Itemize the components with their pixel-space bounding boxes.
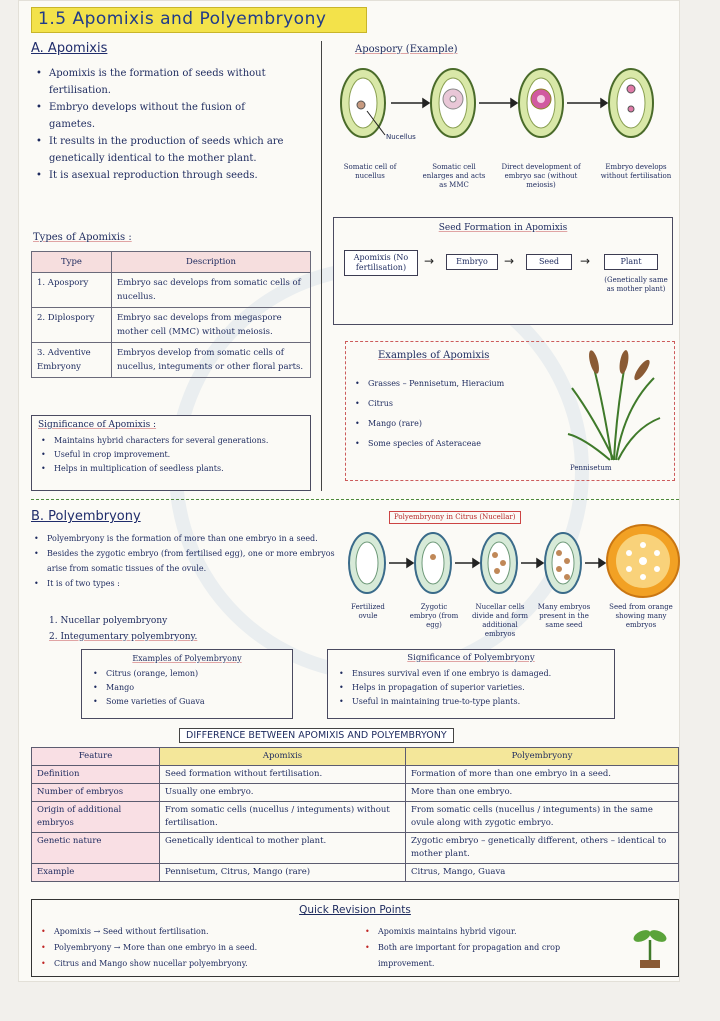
seed-formation-heading: Seed Formation in Apomixis [438, 223, 568, 233]
orange-slice [607, 525, 679, 597]
table-cell: More than one embryo. [406, 784, 679, 802]
examples-apomixis-heading: Examples of Apomixis [378, 350, 490, 361]
table-row [32, 308, 311, 343]
significance-polyembryony-list [336, 667, 606, 709]
list-item: • Polyembryony → More than one embryo in a seed. [38, 940, 348, 956]
table-cell: Seed formation without fertilisation. [160, 766, 406, 784]
types-table [31, 251, 311, 378]
table-cell: 3. Adventive Embryony [32, 343, 112, 378]
significance-heading: Significance of Apomixis : [38, 420, 157, 430]
list-item: • Besides the zygotic embryo (from fertilised egg), one or more embryos arise from somatic tissues of the ovule. [31, 546, 335, 576]
apomixis-bullets [33, 65, 293, 184]
quick-revision-right [362, 924, 602, 972]
page-title: 1.5 Apomixis and Polyembryony [31, 7, 367, 33]
list-item: • Useful in crop improvement. [38, 448, 304, 462]
significance-apomixis-box [31, 415, 311, 491]
ovule-stage-4 [609, 69, 653, 137]
list-item: • Ensures survival even if one embryo is damaged. [336, 667, 606, 681]
table-header: Description [112, 252, 311, 273]
table-header: Type [32, 252, 112, 273]
table-cell: Embryos develop from somatic cells of nucellus, integuments or other floral parts. [112, 343, 311, 378]
flow-step-seed: Seed [526, 254, 572, 270]
table-header: Apomixis [160, 748, 406, 766]
column-divider [321, 41, 322, 491]
table-row [32, 802, 679, 833]
list-item: • Citrus and Mango show nucellar polyembryony. [38, 956, 348, 972]
list-item: • Some species of Asteraceae [352, 434, 552, 454]
list-item: • Grasses – Pennisetum, Hieracium [352, 374, 552, 394]
table-cell: Origin of additional embryos [32, 802, 160, 833]
table-row [32, 864, 679, 882]
ovule-stage-2 [431, 69, 475, 137]
table-row [32, 833, 679, 864]
list-item: • It results in the production of seeds which are genetically identical to the mother plant. [33, 133, 293, 167]
flow-note: (Genetically same as mother plant) [604, 276, 668, 293]
list-item: 1. Nucellar polyembryony [49, 616, 168, 626]
nucellus-label: Nucellus [386, 133, 416, 141]
apospory-caption-3: Direct development of embryo sac (without meiosis) [501, 163, 581, 189]
pennisetum-label: Pennisetum [570, 464, 612, 472]
citrus-caption-5: Seed from orange showing many embryos [609, 603, 673, 629]
list-item: • It is asexual reproduction through seeds. [33, 167, 293, 184]
table-row [32, 343, 311, 378]
list-item: • It is of two types : [31, 576, 335, 591]
significance-polyembryony-box [327, 649, 615, 719]
ovule-stage-3 [519, 69, 563, 137]
quick-revision-heading: Quick Revision Points [299, 904, 411, 916]
section-b-heading: B. Polyembryony [31, 509, 141, 524]
table-cell: Embryo sac develops from megaspore mother cell (MMC) without meiosis. [112, 308, 311, 343]
table-cell: Zygotic embryo – genetically different, others – identical to mother plant. [406, 833, 679, 864]
table-cell: Definition [32, 766, 160, 784]
citrus-caption-2: Zygotic embryo (from egg) [409, 603, 459, 629]
list-item: • Apomixis maintains hybrid vigour. [362, 924, 602, 940]
citrus-heading: Polyembryony in Citrus (Nucellar) [389, 511, 521, 524]
quick-revision-left [38, 924, 348, 972]
citrus-caption-3: Nucellar cells divide and form additional embryos [472, 603, 528, 638]
flow-step-plant: Plant [604, 254, 658, 270]
apospory-caption-2: Somatic cell enlarges and acts as MMC [422, 163, 486, 189]
significance-list [38, 434, 304, 476]
apospory-diagram [327, 57, 677, 149]
list-item: • Embryo develops without the fusion of gametes. [33, 99, 293, 133]
pennisetum-plant-illustration [564, 348, 664, 462]
table-cell: Genetically identical to mother plant. [160, 833, 406, 864]
apospory-caption-4: Embryo develops without fertilisation [600, 163, 672, 180]
flow-step-apomixis: Apomixis (No fertilisation) [344, 250, 418, 276]
significance-polyembryony-heading: Significance of Polyembryony [407, 653, 535, 663]
table-row [32, 766, 679, 784]
citrus-polyembryony-diagram [337, 523, 683, 601]
list-item: 2. Integumentary polyembryony. [49, 632, 198, 642]
table-cell: Embryo sac develops from somatic cells of nucellus. [112, 273, 311, 308]
table-cell: From somatic cells (nucellus / integuments) in the same ovule along with zygotic embryo. [406, 802, 679, 833]
apospory-heading: Apospory (Example) [355, 44, 458, 55]
difference-heading: DIFFERENCE BETWEEN APOMIXIS AND POLYEMBRYONY [179, 728, 454, 743]
list-item: • Mango (rare) [352, 414, 552, 434]
examples-polyembryony-box [81, 649, 293, 719]
list-item: • Some varieties of Guava [90, 695, 284, 709]
table-header: Feature [32, 748, 160, 766]
examples-polyembryony-heading: Examples of Polyembryony [132, 654, 242, 663]
stage-arrows [391, 99, 607, 107]
polyembryony-bullets [31, 531, 335, 591]
table-header: Polyembryony [406, 748, 679, 766]
examples-polyembryony-list [90, 667, 284, 709]
table-cell: From somatic cells (nucellus / integuments) without fertilisation. [160, 802, 406, 833]
list-item: • Helps in propagation of superior varieties. [336, 681, 606, 695]
list-item: • Maintains hybrid characters for several generations. [38, 434, 304, 448]
examples-apomixis-box [345, 341, 675, 481]
difference-table [31, 747, 679, 882]
table-cell: 2. Diplospory [32, 308, 112, 343]
list-item: • Both are important for propagation and crop improvement. [362, 940, 602, 972]
table-cell: Example [32, 864, 160, 882]
citrus-caption-4: Many embryos present in the same seed [537, 603, 591, 629]
table-cell: Formation of more than one embryo in a seed. [406, 766, 679, 784]
section-separator [31, 499, 679, 500]
examples-apomixis-list [352, 374, 552, 454]
apospory-caption-1: Somatic cell of nucellus [343, 163, 397, 180]
polyembryony-types [49, 613, 197, 645]
seedling-icon [630, 922, 670, 970]
list-item: • Citrus (orange, lemon) [90, 667, 284, 681]
citrus-caption-1: Fertilized ovule [351, 603, 385, 620]
table-cell: Citrus, Mango, Guava [406, 864, 679, 882]
list-item: • Helps in multiplication of seedless plants. [38, 462, 304, 476]
table-row [32, 273, 311, 308]
table-cell: Pennisetum, Citrus, Mango (rare) [160, 864, 406, 882]
table-cell: 1. Apospory [32, 273, 112, 308]
list-item: • Mango [90, 681, 284, 695]
list-item: • Useful in maintaining true-to-type plants. [336, 695, 606, 709]
seed-formation-box: Seed Formation in Apomixis Apomixis (No fertilisation) → Embryo → Seed → Plant (Genetically same as mother plant) [333, 217, 673, 325]
list-item: • Apomixis is the formation of seeds without fertilisation. [33, 65, 293, 99]
types-heading: Types of Apomixis : [33, 232, 132, 243]
quick-revision-box [31, 899, 679, 977]
table-row [32, 784, 679, 802]
table-cell: Number of embryos [32, 784, 160, 802]
flow-step-embryo: Embryo [446, 254, 498, 270]
table-cell: Usually one embryo. [160, 784, 406, 802]
list-item: • Citrus [352, 394, 552, 414]
section-a-heading: A. Apomixis [31, 41, 108, 56]
notes-page [18, 0, 680, 982]
table-cell: Genetic nature [32, 833, 160, 864]
list-item: • Polyembryony is the formation of more than one embryo in a seed. [31, 531, 335, 546]
list-item: • Apomixis → Seed without fertilisation. [38, 924, 348, 940]
